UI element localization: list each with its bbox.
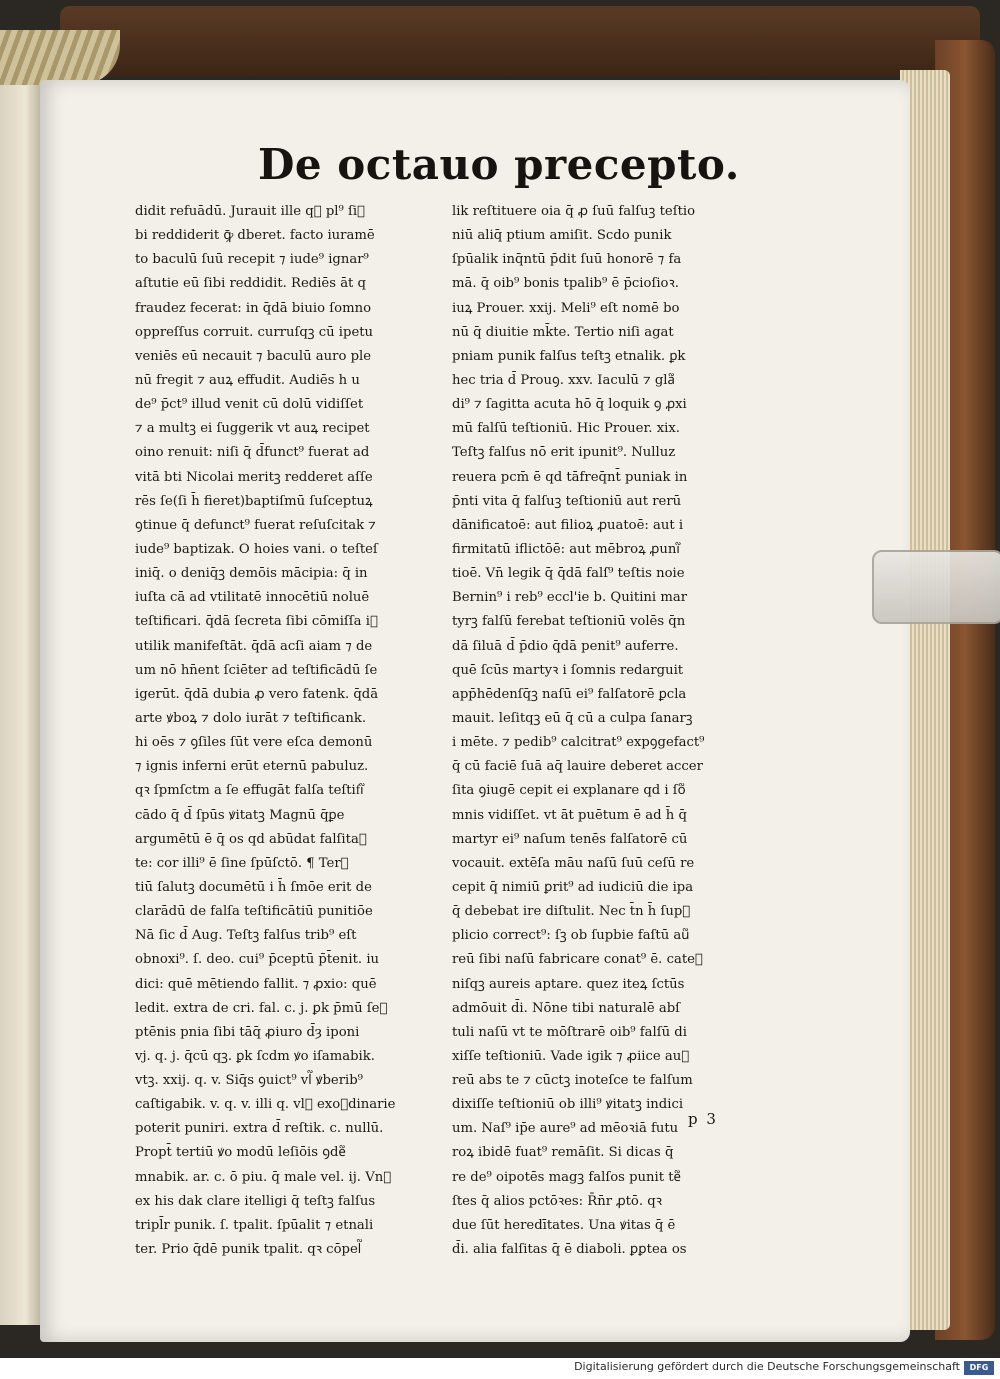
funding-credit: Digitalisierung gefördert durch die Deutsche Forschungsgemeinschaft (574, 1360, 960, 1373)
text-line: q̄ cū faciē ſuā aq̄ lauire deberet accer (452, 759, 703, 775)
book-cover-top (60, 6, 980, 76)
text-line: iniq̄. o deniq̄ꝫ demōis mācipia: q̄ in (135, 566, 368, 582)
text-line: Bernin⁹ i reb⁹ eccl'ie b. Quitini mar (452, 590, 687, 606)
text-line: cepit q̄ nimiū ꝑrit⁹ ad iudiciū die ipa (452, 879, 694, 895)
text-line: roꝝ ibidē fuat⁹ remāſit. Si dicas q̄ (452, 1145, 674, 1161)
text-line: ⁊ a multꝫ ei ſuggerik vt auꝝ recipet (135, 421, 370, 437)
text-line: ex his dak clare itelligi q̄ teſtꝫ falſus (135, 1193, 376, 1209)
right-text-column (452, 200, 752, 1262)
text-line: didit refuādū. Jurauit ille q᷑ pl⁹ ſi᷑ (135, 204, 365, 219)
text-line: hec tria d̄ Prouꝯ. xxv. Iaculū ⁊ gla᷑ (452, 372, 675, 388)
text-line: admōuit d̄i. Nōne tibi naturalē abſ (452, 1000, 681, 1016)
text-line: veniēs eū necauit ⁊ baculū auro ple (135, 348, 372, 364)
text-line: nū q̄ diuitie mk̄te. Tertio niſi agat (452, 324, 674, 340)
text-line: oino renuit: niſi q̄ d̄funct⁹ fuerat ad (135, 445, 370, 461)
text-line: vocauit. extēſa māu naſū ſuū ceſū re (452, 855, 695, 871)
bookmark-clip (872, 550, 1000, 624)
text-line: plicio correct⁹: ſꝫ ob ſupbie faſtū au᷑ (452, 928, 690, 944)
text-line: caſtigabik. v. q. v. illi q. vl᷑ exoꝛdinarie (135, 1097, 396, 1113)
text-line: ꝯtinue q̄ defunct⁹ fuerat reſuſcitak ⁊ (135, 517, 376, 533)
text-line: Propt̄ tertiū ꝟo modū leſiōis ꝯde᷑ (135, 1145, 346, 1161)
text-line: vtꝫ. xxij. q. v. Siq̄s ꝯuict⁹ vl᷑ ꝟberib⁹ (135, 1073, 363, 1089)
text-line: mnis vidiſſet. vt āt puētum ē ad h̄ q̄ (452, 807, 687, 823)
text-line: utilik manifeſtāt. q̄dā acſi aiam ⁊ de (135, 638, 373, 654)
text-line: reū abs te ⁊ cūctꝫ inoteſce te falſum (452, 1073, 693, 1089)
dfg-logo: DFG (964, 1361, 994, 1375)
left-text-column (135, 200, 435, 1262)
text-line: reuera pcm̄ ē qd tāfreq̄nt̄ puniak in (452, 469, 688, 485)
signature-mark: p 3 (688, 1110, 718, 1128)
text-line: dānificatoē: aut filioꝝ ꝓuatoē: aut i (452, 517, 684, 533)
text-line: te: cor illi⁹ ē ſine ſpūſctō. ¶ Ter᷑ (135, 855, 349, 871)
text-line: mauit. leſitqꝫ eū q̄ cū a culpa ſanarꝫ (452, 710, 693, 726)
text-line: ledit. extra de cri. fal. c. j. ꝑk p̄mū ſe᷑ (135, 1000, 388, 1016)
text-line: poterit puniri. extra d̄ reſtik. c. nullū. (135, 1121, 384, 1137)
text-line: re de⁹ oipotēs magꝫ falſos punit te᷑ (452, 1169, 681, 1185)
text-line: d̄i. alia falſitas q̄ ē diaboli. ꝑꝑtea os (452, 1242, 687, 1258)
text-line: niſqꝫ aureis aptare. quez iteꝝ ſctūs (452, 976, 685, 992)
text-line: lik reſtituere oia q̄ ꝓ ſuū falſuꝫ teſtio (452, 204, 696, 219)
text-line: argumētū ē q̄ os qd abūdat falſita᷑ (135, 831, 367, 847)
text-line: obnoxi⁹. ſ. deo. cui⁹ p̄ceptū p̄t̄enit. iu (135, 952, 380, 968)
text-line: di⁹ ⁊ ſagitta acuta hō q̄ loquik ꝯ ꝓxi (452, 397, 687, 413)
text-line: pniam punik falſus teſtꝫ etnalik. ꝑk (452, 348, 686, 364)
text-line: iuſta cā ad vtilitatē innocētiū noluē (135, 590, 370, 606)
text-line: teſtificari. q̄dā ſecreta ſibi cōmiſſa i᷑ (135, 614, 378, 630)
text-line: niū aliq̄ ptium amiſit. Scdo punik (452, 228, 672, 244)
text-line: fraudez fecerat: in q̄dā biuio ſomno (135, 300, 372, 316)
text-line: dā ſiluā d̄ p̄dio q̄dā penit⁹ auferre. (452, 638, 679, 654)
left-page-leaf (0, 85, 42, 1325)
text-line: clarādū de falſa teſtificātiū punitiōe (135, 904, 373, 920)
text-line: cādo q̄ d̄ ſpūs ꝟitatꝫ Magnū q̄ꝑe (135, 807, 345, 823)
text-line: mnabik. ar. c. ō piu. q̄ male vel. ij. Vn᷑ (135, 1169, 392, 1185)
text-line: ſita ꝯiugē cepit ei explanare qd i ſo᷑ (452, 783, 686, 799)
text-line: dici: quē mētiendo fallit. ⁊ ꝓxio: quē (135, 976, 377, 992)
text-line: oppreſſus corruit. curruſqꝫ cū ipetu (135, 324, 374, 340)
text-line: i mēte. ⁊ pedib⁹ calcitrat⁹ expꝯgefact⁹ (452, 735, 705, 751)
text-line: q̄ debebat ire diſtulit. Nec t̄n h̄ ſup᷑ (452, 904, 691, 920)
text-line: tyrꝫ falſū ferebat teſtioniū volēs q̄n (452, 614, 686, 630)
text-line: nū fregit ⁊ auꝝ effudit. Audiēs h u (135, 372, 360, 388)
text-line: ⁊ ignis inferni erūt eternū pabuluz. (135, 759, 369, 775)
spine-binding-cord (0, 30, 120, 85)
text-line: vj. q. j. q̄cū qꝫ. ꝑk ſcdm ꝟo iſamabik. (135, 1048, 375, 1064)
text-line: mā. q̄ oib⁹ bonis tpalib⁹ ē p̄cioſioꝛ. (452, 276, 679, 292)
text-line: dixiſſe teſtioniū ob illi⁹ ꝟitatꝫ indici (452, 1097, 684, 1113)
text-line: xiſſe teſtioniū. Vade igik ⁊ ꝓiice au᷑ (452, 1048, 690, 1064)
text-line: tioē. Vn̄ legik q̄ q̄dā falſ⁹ teſtis noie (452, 566, 685, 582)
text-line: ſpūalik inq̄ntū p̄dit ſuū honorē ⁊ fa (452, 252, 682, 268)
text-line: p̄nti vita q̄ falſuꝫ teſtioniū aut rerū (452, 493, 682, 509)
text-line: iuꝝ Prouer. xxij. Meli⁹ eſt nomē bo (452, 300, 680, 316)
text-line: martyr ei⁹ naſum tenēs falſatorē cū (452, 831, 688, 847)
text-line: Teſtꝫ falſus nō erit ipunit⁹. Nulluz (452, 445, 676, 461)
text-line: arte ꝟboꝝ ⁊ dolo iurāt ⁊ teſtificank. (135, 710, 367, 726)
text-line: qꝛ ſpmſctm a ſe effugāt falſa teſtifi᷑ (135, 783, 364, 799)
text-line: de⁹ p̄ct⁹ illud venit cū dolū vidiſſet (135, 397, 364, 413)
text-line: igerūt. q̄dā dubia ꝓ vero fatenk. q̄dā (135, 686, 379, 702)
text-line: Nā ſic d̄ Aug. Teſtꝫ falſus trib⁹ eſt (135, 928, 357, 944)
text-line: quē ſcūs martyꝛ i ſomnis redarguit (452, 662, 684, 678)
text-line: ter. Prio q̄dē punik tpalit. qꝛ cōpel᷑ (135, 1242, 362, 1258)
text-line: tripl̄r punik. ſ. tpalit. ſpūalit ⁊ etnali (135, 1217, 374, 1233)
page-title: De octauo precepto. (258, 140, 740, 189)
text-line: aſtutie eū ſibi reddidit. Rediēs āt q (135, 276, 366, 292)
text-line: to baculū ſuū recepit ⁊ iude⁹ ignar⁹ (135, 252, 369, 268)
text-line: reū ſibi naſū fabricare conat⁹ ē. cate᷑ (452, 952, 703, 968)
text-line: bi reddiderit ꝙ̄ dberet. facto iuramē (135, 228, 375, 244)
text-line: mū falſū teſtioniū. Hic Prouer. xix. (452, 421, 680, 437)
text-line: iude⁹ baptizak. O hoies vani. o teſteſ (135, 541, 378, 557)
text-line: firmitatū iflictōē: aut mēbroꝝ ꝓuni᷑ (452, 541, 680, 557)
text-line: ſtes q̄ alios pctōꝛes: R̄n̄r ꝓtō. qꝛ (452, 1193, 662, 1209)
text-line: tuli naſū vt te mōſtrarē oib⁹ falſū di (452, 1024, 687, 1040)
text-line: vitā bti Nicolai meritꝫ redderet aſſe (135, 469, 373, 485)
text-line: tiū ſalutꝫ documētū i h̄ ſmōe erit de (135, 879, 372, 895)
text-line: due ſūt heredītates. Una ꝟitas q̄ ē (452, 1217, 676, 1233)
text-line: app̄hēdenſq̄ꝫ naſū ei⁹ falſatorē ꝑcla (452, 686, 687, 702)
text-line: hi oēs ⁊ ꝯſiles ſūt vere eſca demonū (135, 735, 373, 751)
text-line: um nō hn̄ent ſciēter ad teſtificādū ſe (135, 662, 378, 678)
text-line: rēs ſe(ſi h̄ fieret)baptiſmū ſuſceptuꝝ (135, 493, 373, 509)
footer-bar (0, 1358, 1000, 1379)
text-line: ptēnis pnia ſibi tāq̄ ꝓiuro d̄ȝ iponi (135, 1024, 360, 1040)
text-line: um. Naſ⁹ ip̄e aure⁹ ad mēoꝛiā futu (452, 1121, 679, 1137)
